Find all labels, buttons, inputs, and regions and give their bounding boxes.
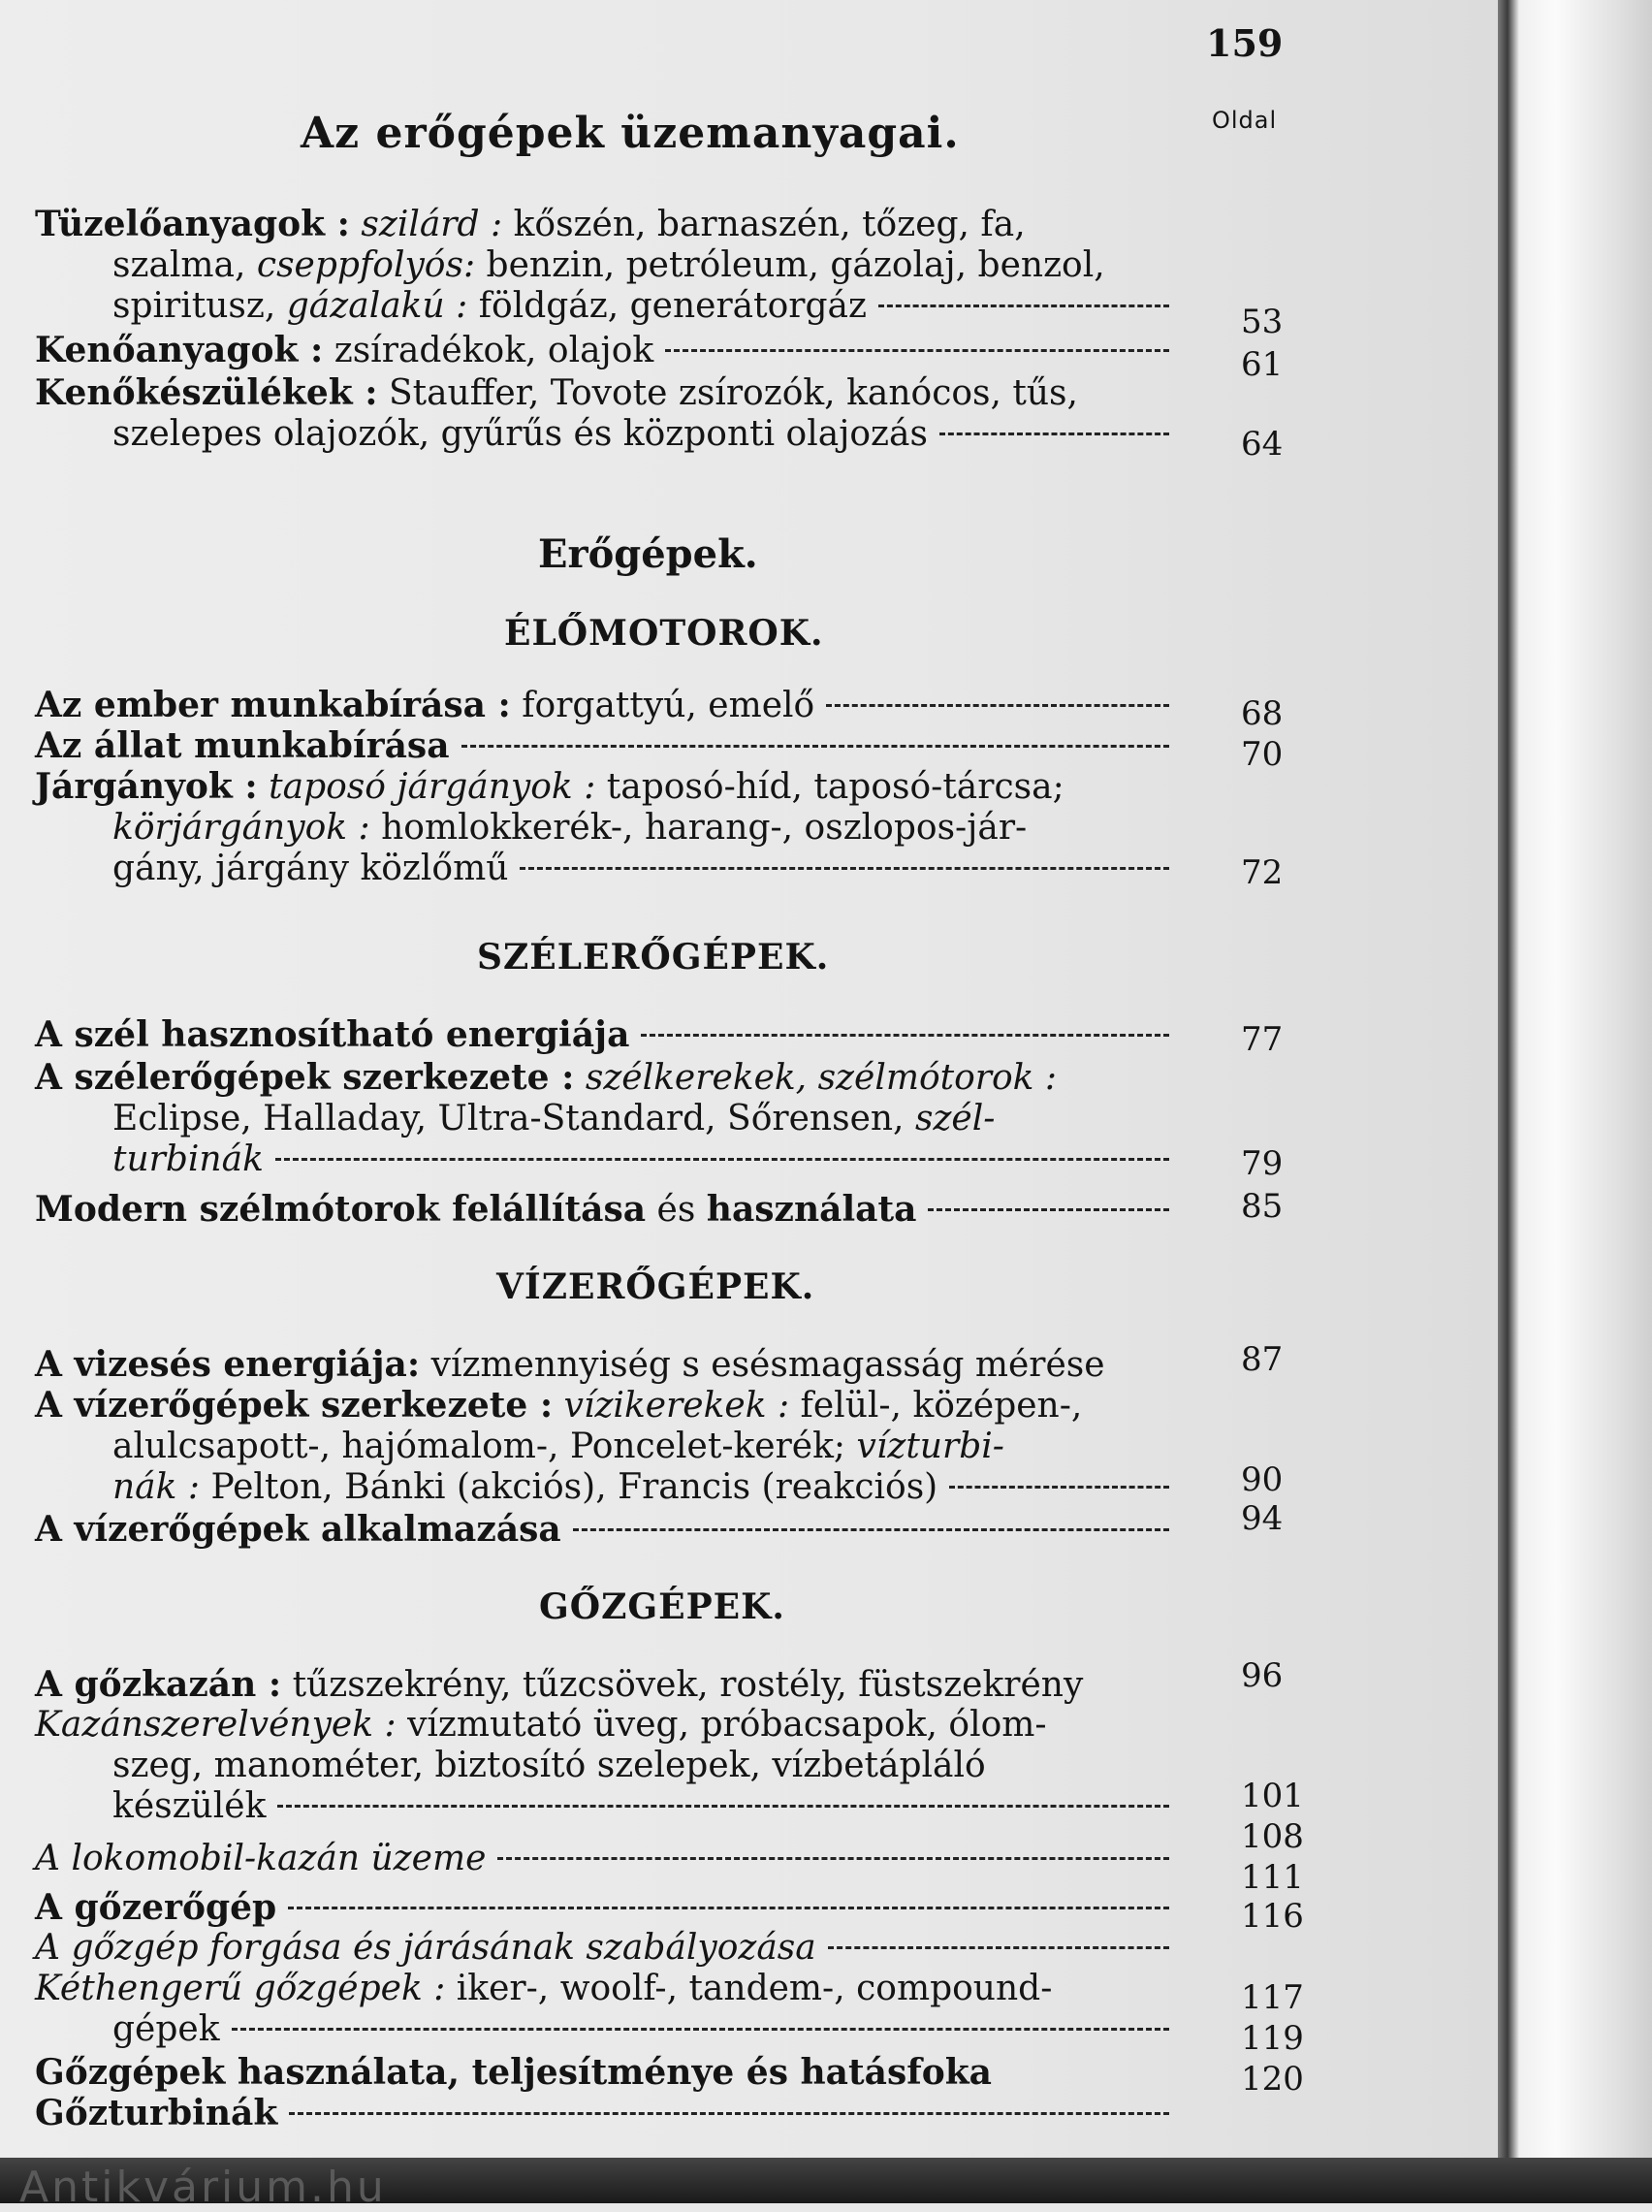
page-ref: 94 [1241,1499,1284,1538]
dot-leader [520,867,1169,870]
page-ref: 61 [1241,345,1284,384]
dot-leader [573,1528,1169,1531]
dot-leader [289,2112,1169,2115]
dot-leader [497,1857,1169,1860]
toc-entry: A szél hasznosítható energiája [35,1014,1169,1056]
toc-entry: Az ember munkabírása : forgattyú, emelő [35,685,1169,726]
dot-leader [232,2028,1169,2031]
dot-leader [949,1486,1169,1489]
dot-leader [277,1805,1169,1808]
section-heading: Erőgépek. [538,531,758,577]
subsection-title: GŐZGÉPEK. [539,1587,785,1627]
page-ref: 96 [1241,1656,1284,1695]
toc-entry: A gőzkazán : tűzszekrény, tűzcsövek, rostély, füstszekrény [35,1664,1084,1705]
page-ref: 87 [1241,1340,1284,1379]
dot-leader [665,349,1169,352]
toc-entry-kazanszerelvenyek: Kazánszerelvények : vízmutató üveg, próbacsapok, ólom- szeg, manométer, biztosító szelepek, vízbetápláló készülék [35,1705,1169,1827]
toc-entry-kethengeru: Kéthengerű gőzgépek : iker-, woolf-, tandem-, compound- gépek [35,1969,1169,2050]
dot-leader [878,305,1169,307]
toc-entry: A vízerőgépek alkalmazása [35,1509,1169,1551]
page-ref: 77 [1241,1020,1284,1059]
page-number: 159 [1206,21,1284,65]
dot-leader [826,704,1169,707]
page-gutter [1498,0,1652,2203]
toc-entry: Az állat munkabírása [35,725,1169,767]
column-label-oldal: Oldal [1212,107,1278,134]
toc-entry: A vizesés energiája: vízmennyiség s esésmagasság mérése [35,1344,1105,1385]
dot-leader [461,745,1169,748]
page-ref: 53 [1241,303,1284,341]
toc-entry: Modern szélmótorok felállítása és használata [35,1189,1169,1231]
page-ref: 101 [1241,1777,1304,1815]
page-ref: 117 [1241,1978,1304,2017]
toc-entry-vizerogepek-szerkezete: A vízerőgépek szerkezete : vízikerekek : felül-, középen-, alulcsapott-, hajómalom-, Poncelet-kerék; vízturbi- nák : Pelton, Bánki (akciós), Francis (reakciós) [35,1385,1169,1508]
page-ref: 111 [1241,1858,1304,1897]
toc-entry: A gőzerőgép [35,1887,1169,1929]
toc-entry-kenokeszulekek: Kenőkészülékek : Stauffer, Tovote zsírozók, kanócos, tűs, szelepes olajozók, gyűrűs és központi olajozás [35,372,1169,455]
toc-entry: Gőzturbinák [35,2093,1169,2134]
entry-label: Tüzelőanyagok : [35,204,350,244]
toc-entry-jarganyok: Járgányok : taposó járgányok : taposó-híd, taposó-tárcsa; körjárgányok : homlokkerék-, harang-, oszlopos-jár- gány, járgány közlőmű [35,766,1169,889]
toc-entry: Gőzgépek használata, teljesítménye és hatásfoka [35,2052,992,2093]
dot-leader [928,1208,1169,1211]
toc-entry-kenoanyagok: Kenőanyagok : zsíradékok, olajok [35,330,1169,371]
dot-leader [275,1158,1169,1161]
page-ref: 116 [1241,1897,1304,1936]
dot-leader [939,433,1169,435]
page-ref: 90 [1241,1460,1284,1499]
dot-leader [828,1946,1169,1949]
subsection-title: SZÉLERŐGÉPEK. [477,937,830,978]
toc-entry: A gőzgép forgása és járásának szabályozása [35,1928,1169,1969]
page-ref: 119 [1241,2019,1304,2058]
page-ref: 108 [1241,1817,1304,1856]
page-ref: 120 [1241,2060,1304,2099]
page-ref: 72 [1241,853,1284,892]
page-ref: 68 [1241,694,1284,733]
dot-leader [288,1907,1169,1909]
subsection-title: VÍZERŐGÉPEK. [496,1266,815,1307]
page-ref: 70 [1241,735,1284,774]
page-title: Az erőgépek üzemanyagai. [301,109,960,158]
watermark: Antikvárium.hu [19,2163,387,2212]
toc-entry: A lokomobil-kazán üzeme [35,1839,1169,1879]
toc-entry-tuzeloanyagok: Tüzelőanyagok : szilárd : kőszén, barnaszén, tőzeg, fa, szalma, cseppfolyós: benzin, petróleum, gázolaj, benzol, spiritusz, gázalakú : földgáz, generátorgáz [35,204,1169,327]
page-ref: 64 [1241,425,1284,464]
subsection-title: ÉLŐMOTOROK. [504,613,824,654]
toc-entry-szelerogepek-szerkezete: A szélerőgépek szerkezete : szélkerekek, szélmótorok : Eclipse, Halladay, Ultra-Standard, Sőrensen, szél- turbinák [35,1057,1169,1180]
page-ref: 85 [1241,1187,1284,1226]
dot-leader [641,1034,1169,1037]
page-ref: 79 [1241,1144,1284,1183]
